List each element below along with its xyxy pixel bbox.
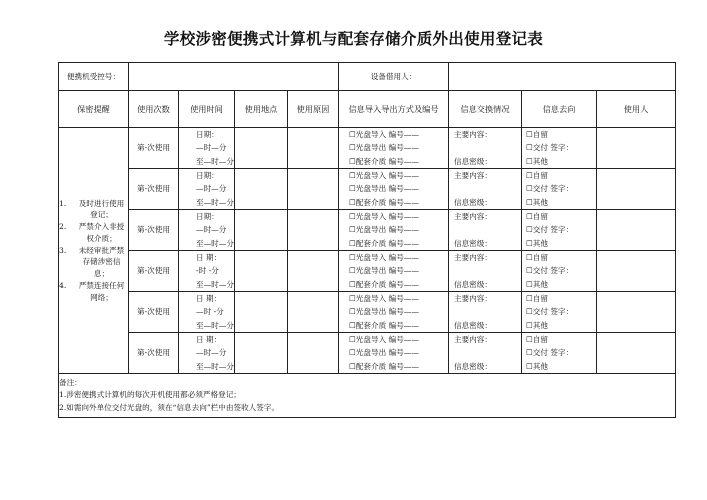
reminder-number: 1. [59, 198, 67, 208]
info-destination-line: ☐交付 签字： [526, 143, 574, 153]
usage-reason[interactable] [288, 169, 339, 210]
usage-user[interactable] [597, 210, 676, 251]
notes-row [59, 374, 676, 418]
usage-user[interactable] [597, 169, 676, 210]
registration-table [58, 62, 676, 418]
io-method[interactable] [339, 128, 449, 169]
usage-time-line: 日 期： [196, 253, 222, 262]
usage-reason[interactable] [288, 292, 339, 333]
usage-time[interactable] [179, 128, 235, 169]
info-destination-line: ☐交付 签字： [526, 225, 574, 235]
usage-time-line: —时—分 [196, 184, 227, 194]
top-row [59, 63, 676, 91]
exchange-info-line: 主要内容： [454, 294, 492, 303]
info-destination-line: ☐交付 签字： [526, 348, 574, 358]
exchange-info[interactable] [449, 333, 522, 374]
usage-time-line: 至—时—分 [196, 279, 234, 289]
reminder-number: 2. [59, 222, 67, 232]
header-io-method: 信息导入导出方式及编号 [339, 91, 449, 128]
info-destination[interactable] [522, 333, 597, 374]
usage-time[interactable] [179, 292, 235, 333]
exchange-info-line: 信息密级： [454, 361, 492, 371]
info-destination[interactable] [522, 128, 597, 169]
io-method-line: ☐配套介质 编号—— [349, 156, 419, 166]
reminder-item [59, 198, 128, 222]
io-method-line: ☐光盘导出 编号—— [349, 143, 419, 153]
exchange-info-line: 主要内容： [454, 130, 492, 139]
usage-time-line: —时 -分 [196, 307, 224, 317]
usage-location[interactable] [235, 333, 288, 374]
exchange-info-line: 主要内容： [454, 171, 492, 180]
header-location: 使用地点 [235, 91, 288, 128]
exchange-info-line: 信息密级： [454, 320, 492, 330]
usage-time-line: 至—时—分 [196, 238, 234, 248]
header-user: 使用人 [597, 91, 676, 128]
usage-time-line: —时—分 [196, 143, 227, 153]
io-method-line: ☐光盘导出 编号—— [349, 184, 419, 194]
exchange-info-line: 主要内容： [454, 212, 492, 221]
usage-row [59, 169, 676, 210]
info-destination-line: ☐其他 [526, 361, 548, 371]
usage-count: 第-次使用 [129, 128, 179, 169]
usage-user[interactable] [597, 251, 676, 292]
io-method[interactable] [339, 251, 449, 292]
io-method-line: ☐光盘导入 编号—— [349, 335, 419, 344]
io-method-line: ☐配套介质 编号—— [349, 238, 419, 248]
usage-count: 第-次使用 [129, 292, 179, 333]
usage-time-line: -时 -分 [196, 266, 219, 276]
io-method[interactable] [339, 333, 449, 374]
exchange-info-line: 主要内容： [454, 253, 492, 262]
exchange-info-line: 信息密级： [454, 156, 492, 166]
usage-reason[interactable] [288, 128, 339, 169]
header-count: 使用次数 [129, 91, 179, 128]
usage-time-line: 日 期： [196, 335, 222, 344]
info-destination-line: ☐其他 [526, 279, 548, 289]
confidentiality-reminder [59, 128, 129, 374]
usage-time-line: 至—时—分 [196, 361, 234, 371]
usage-count: 第-次使用 [129, 251, 179, 292]
io-method-line: ☐配套介质 编号—— [349, 361, 419, 371]
io-method-line: ☐光盘导出 编号—— [349, 348, 419, 358]
usage-time[interactable] [179, 210, 235, 251]
io-method[interactable] [339, 210, 449, 251]
note-line: 2.如需向外单位交付光盘的，须在“信息去向”栏中由签收人签字。 [59, 402, 280, 412]
form-title: 学校涉密便携式计算机与配套存储介质外出使用登记表 [163, 30, 544, 48]
io-method-line: ☐光盘导出 编号—— [349, 307, 419, 317]
exchange-info[interactable] [449, 128, 522, 169]
usage-time-line: 至—时—分 [196, 320, 234, 330]
info-destination[interactable] [522, 169, 597, 210]
notes-cell [59, 374, 676, 418]
usage-time-line: 至—时—分 [196, 197, 234, 207]
io-method-line: ☐光盘导入 编号—— [349, 171, 419, 180]
usage-user[interactable] [597, 292, 676, 333]
reminder-number: 4. [59, 280, 67, 290]
header-reason: 使用原因 [288, 91, 339, 128]
usage-time-line: 至—时—分 [196, 156, 234, 166]
io-method-line: ☐光盘导入 编号—— [349, 294, 419, 303]
usage-location[interactable] [235, 169, 288, 210]
notes-label: 备注： [59, 378, 82, 388]
usage-time-line: —时—分 [196, 348, 227, 358]
header-row [59, 91, 676, 128]
exchange-info-line: 主要内容： [454, 335, 492, 344]
usage-location[interactable] [235, 210, 288, 251]
io-method-line: ☐光盘导入 编号—— [349, 253, 419, 262]
borrower-label: 设备借用人： [339, 63, 449, 91]
info-destination[interactable] [522, 251, 597, 292]
info-destination[interactable] [522, 292, 597, 333]
io-method-line: ☐光盘导出 编号—— [349, 225, 419, 235]
info-destination-line: ☐自留 [526, 130, 548, 139]
usage-location[interactable] [235, 128, 288, 169]
header-reminder: 保密提醒 [59, 91, 129, 128]
info-destination[interactable] [522, 210, 597, 251]
exchange-info[interactable] [449, 169, 522, 210]
io-method-line: ☐光盘导出 编号—— [349, 266, 419, 276]
device-no-value[interactable] [129, 63, 339, 91]
usage-reason[interactable] [288, 333, 339, 374]
usage-time-line: 日 期： [196, 294, 222, 303]
usage-time-line: 日期： [196, 212, 219, 221]
io-method[interactable] [339, 169, 449, 210]
usage-row [59, 210, 676, 251]
info-destination-line: ☐自留 [526, 294, 548, 303]
exchange-info-line: 信息密级： [454, 197, 492, 207]
io-method-line: ☐光盘导入 编号—— [349, 130, 419, 139]
usage-time-line: 日期： [196, 171, 219, 180]
info-destination-line: ☐其他 [526, 238, 548, 248]
io-method-line: ☐配套介质 编号—— [349, 197, 419, 207]
usage-row [59, 251, 676, 292]
usage-location[interactable] [235, 251, 288, 292]
usage-time[interactable] [179, 251, 235, 292]
info-destination-line: ☐交付 签字： [526, 184, 574, 194]
exchange-info-line: 信息密级： [454, 238, 492, 248]
usage-row [59, 292, 676, 333]
header-exchange: 信息交换情况 [449, 91, 522, 128]
device-no-label: 便携机受控号： [59, 63, 129, 91]
usage-count: 第-次使用 [129, 169, 179, 210]
usage-count: 第-次使用 [129, 333, 179, 374]
info-destination-line: ☐自留 [526, 253, 548, 262]
exchange-info-line: 信息密级： [454, 279, 492, 289]
info-destination-line: ☐其他 [526, 156, 548, 166]
info-destination-line: ☐其他 [526, 320, 548, 330]
reminder-item [59, 221, 128, 245]
info-destination-line: ☐自留 [526, 335, 548, 344]
reminder-text: 严禁介入非授权介质； [78, 222, 125, 243]
borrower-value[interactable] [449, 63, 676, 91]
usage-user[interactable] [597, 333, 676, 374]
reminder-number: 3. [59, 245, 67, 255]
reminder-text: 严禁连接任何网络； [78, 280, 125, 302]
usage-row [59, 333, 676, 374]
reminder-item [59, 245, 128, 280]
info-destination-line: ☐自留 [526, 171, 548, 180]
usage-time[interactable] [179, 169, 235, 210]
info-destination-line: ☐交付 签字： [526, 266, 574, 276]
usage-time-line: 日期： [196, 130, 219, 139]
header-destination: 信息去向 [522, 91, 597, 128]
usage-time[interactable] [179, 333, 235, 374]
usage-count: 第-次使用 [129, 210, 179, 251]
note-line: 1.涉密便携式计算机的每次开机使用都必须严格登记； [59, 390, 241, 400]
usage-reason[interactable] [288, 210, 339, 251]
reminder-item [59, 280, 128, 304]
usage-location[interactable] [235, 292, 288, 333]
usage-user[interactable] [597, 128, 676, 169]
exchange-info[interactable] [449, 251, 522, 292]
info-destination-line: ☐自留 [526, 212, 548, 221]
reminder-text: 及时进行使用登记； [78, 198, 125, 220]
io-method[interactable] [339, 292, 449, 333]
usage-time-line: —时—分 [196, 225, 227, 235]
io-method-line: ☐配套介质 编号—— [349, 320, 419, 330]
info-destination-line: ☐交付 签字： [526, 307, 574, 317]
exchange-info[interactable] [449, 210, 522, 251]
info-destination-line: ☐其他 [526, 197, 548, 207]
io-method-line: ☐配套介质 编号—— [349, 279, 419, 289]
usage-reason[interactable] [288, 251, 339, 292]
exchange-info[interactable] [449, 292, 522, 333]
io-method-line: ☐光盘导入 编号—— [349, 212, 419, 221]
header-time: 使用时间 [179, 91, 235, 128]
usage-row [59, 128, 676, 169]
reminder-text: 未经审批严禁存储涉密信息； [78, 245, 125, 279]
